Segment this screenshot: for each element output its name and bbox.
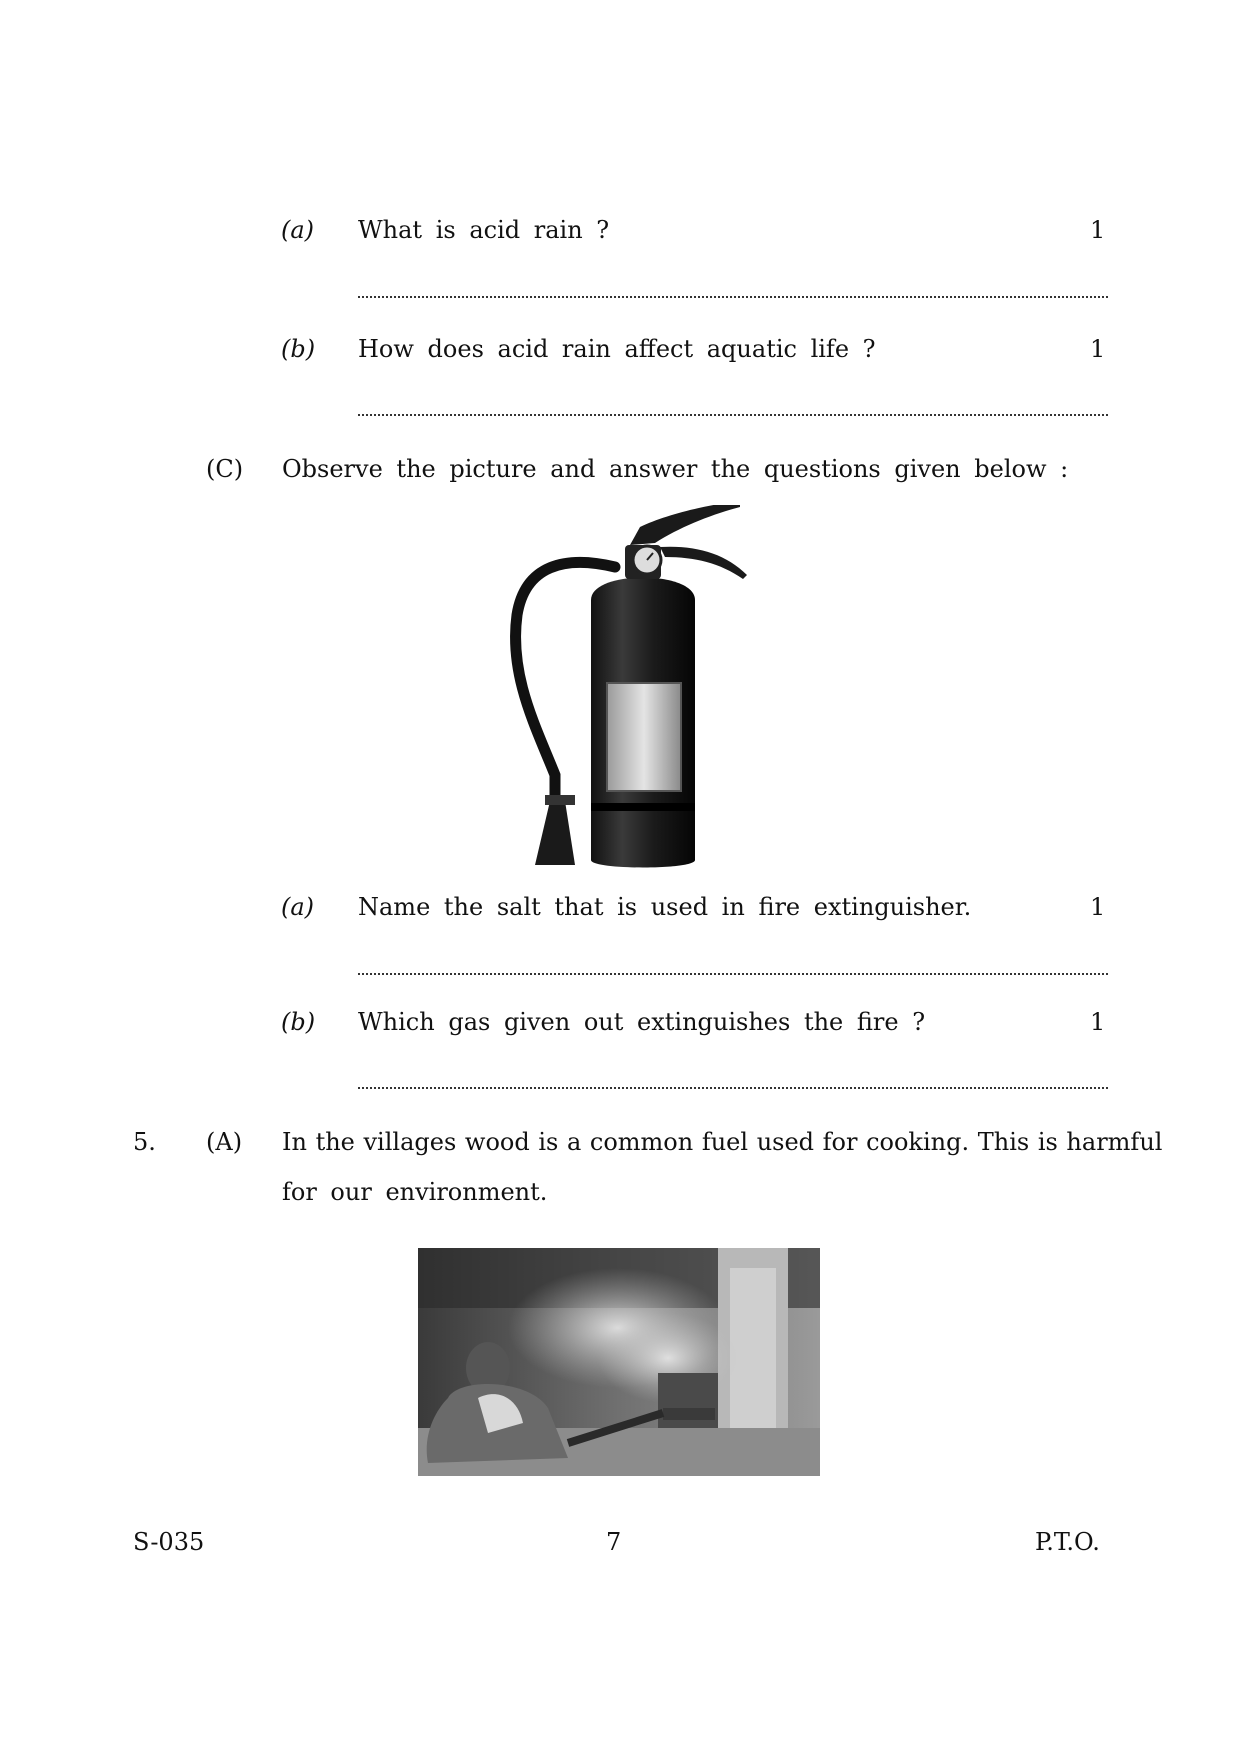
- answer-line-b[interactable]: [358, 412, 1108, 416]
- subpart-a-label: (a): [281, 216, 315, 244]
- answer-line-c-a[interactable]: [358, 971, 1108, 975]
- section-c-instruction: Observe the picture and answer the questions given below :: [282, 455, 1069, 483]
- marks-a: 1: [1090, 216, 1106, 244]
- marks-b: 1: [1090, 335, 1106, 363]
- please-turn-over: P.T.O.: [1035, 1528, 1100, 1556]
- fire-extinguisher-image: [495, 505, 760, 875]
- village-wood-fire-photo: [418, 1248, 820, 1476]
- marks-c-a: 1: [1090, 893, 1106, 921]
- question-5-text-line1: In the villages wood is a common fuel used for cooking. This is harmful: [282, 1128, 1163, 1156]
- question-salt: Name the salt that is used in fire extinguisher.: [358, 893, 972, 921]
- answer-line-c-b[interactable]: [358, 1085, 1108, 1089]
- subpart-c-b-label: (b): [281, 1008, 316, 1036]
- subpart-c-a-label: (a): [281, 893, 315, 921]
- page-number: 7: [606, 1528, 622, 1556]
- paper-code: S-035: [133, 1528, 205, 1556]
- question-aquatic-life: How does acid rain affect aquatic life ?: [358, 335, 876, 363]
- question-gas: Which gas given out extinguishes the fire ?: [358, 1008, 926, 1036]
- question-5-number: 5.: [133, 1128, 156, 1156]
- section-c-label: (C): [206, 455, 244, 483]
- subpart-b-label: (b): [281, 335, 316, 363]
- marks-c-b: 1: [1090, 1008, 1106, 1036]
- question-5-part-label: (A): [206, 1128, 243, 1156]
- question-5-text-line2: for our environment.: [282, 1178, 548, 1206]
- question-acid-rain: What is acid rain ?: [358, 216, 610, 244]
- answer-line-a[interactable]: [358, 294, 1108, 298]
